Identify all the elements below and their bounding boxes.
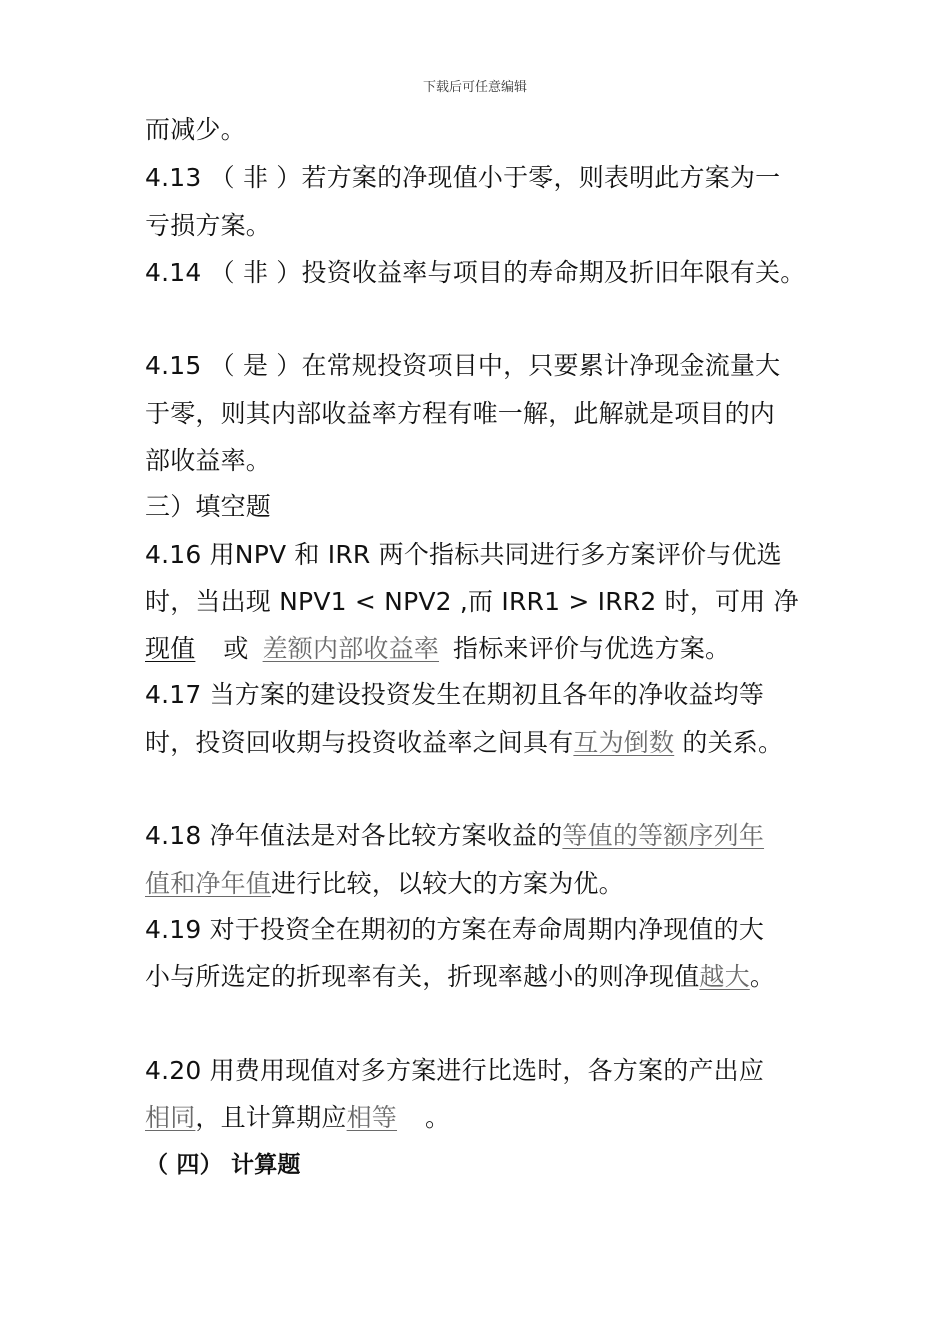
text-line-answer-4-16 <box>145 633 730 665</box>
answer-blank: 相同 <box>145 1103 196 1132</box>
answer-blank: 互为倒数 <box>573 728 675 757</box>
text-span: 。 <box>749 962 776 991</box>
section-heading-calculation: （ 四） 计算题 <box>145 1152 301 1178</box>
item-4-19: 4.19 对于投资全在期初的方案在寿命周期内净现值的大 <box>145 915 765 944</box>
item-4-13: 4.13 （ 非 ）若方案的净现值小于零，则表明此方案为一 <box>145 163 781 192</box>
text-line-answer-4-17 <box>145 727 783 759</box>
text-span: 指标来评价与优选方案。 <box>453 634 731 663</box>
text-span: 。 <box>425 1103 451 1132</box>
text-span: 时，投资回收期与投资收益率之间具有 <box>145 728 574 757</box>
text-line: 部收益率。 <box>145 446 272 475</box>
text-line-answer-4-19 <box>145 961 775 993</box>
answer-blank: 值和净年值 <box>145 869 272 898</box>
text-span: 的关系。 <box>674 728 784 757</box>
text-line: 时，当出现 NPV1 < NPV2 ,而 IRR1 > IRR2 时，可用 净 <box>145 587 799 616</box>
text-line: 亏损方案。 <box>145 211 272 240</box>
text-span: 小与所选定的折现率有关，折现率越小的则净现值 <box>145 962 700 991</box>
text-span: ，且计算期应 <box>195 1103 347 1132</box>
answer-blank: 差额内部收益率 <box>262 634 440 663</box>
item-4-18 <box>145 820 764 852</box>
item-4-14: 4.14 （ 非 ）投资收益率与项目的寿命期及折旧年限有关。 <box>145 258 806 287</box>
answer-blank: 现值 <box>145 634 196 663</box>
text-line-answer-4-18 <box>145 868 624 900</box>
page-header-note: 下载后可任意编辑 <box>422 80 527 95</box>
text-span: 进行比较，以较大的方案为优。 <box>271 869 624 898</box>
section-heading-fill-blank: 三）填空题 <box>145 492 272 521</box>
text-span: 4.18 净年值法是对各比较方案收益的 <box>145 821 563 850</box>
answer-blank: 相等 <box>346 1103 398 1132</box>
item-4-20: 4.20 用费用现值对多方案进行比选时，各方案的产出应 <box>145 1056 765 1085</box>
text-line: 而减少。 <box>145 115 246 144</box>
item-4-17: 4.17 当方案的建设投资发生在期初且各年的净收益均等 <box>145 680 765 709</box>
answer-blank: 等值的等额序列年 <box>562 821 765 850</box>
item-4-15: 4.15 （ 是 ）在常规投资项目中，只要累计净现金流量大 <box>145 351 781 380</box>
text-line-answer-4-20 <box>145 1102 450 1134</box>
answer-blank: 越大 <box>699 962 750 991</box>
text-span: 或 <box>223 634 249 663</box>
item-4-16: 4.16 用NPV 和 IRR 两个指标共同进行多方案评价与优选 <box>145 540 782 569</box>
text-line: 于零，则其内部收益率方程有唯一解，此解就是项目的内 <box>145 399 776 428</box>
